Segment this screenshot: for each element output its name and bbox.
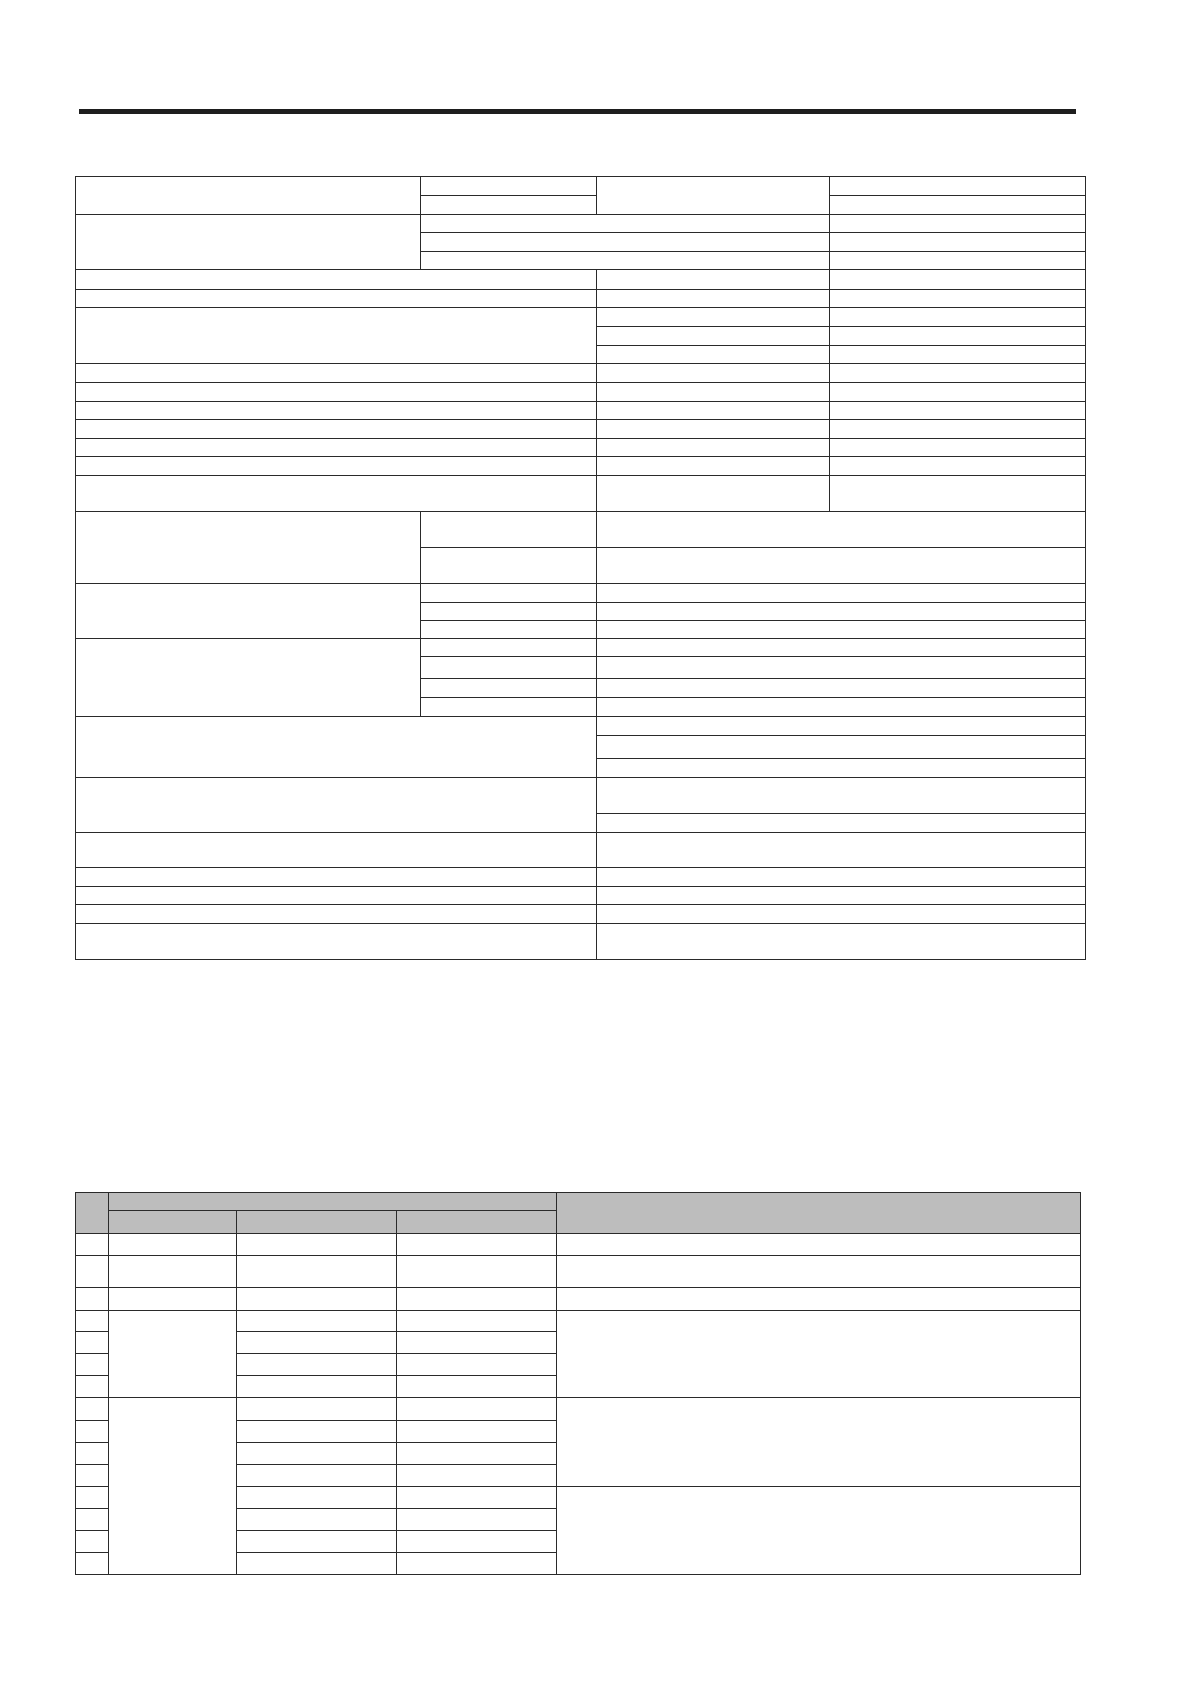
table-cell xyxy=(830,326,1086,345)
table-cell xyxy=(597,923,1086,959)
table-cell xyxy=(830,252,1086,270)
table-cell xyxy=(597,868,1086,887)
table-cell xyxy=(76,177,421,215)
table-cell xyxy=(557,1256,1081,1288)
table-cell xyxy=(397,1354,557,1376)
table-cell xyxy=(76,777,597,832)
table-cell xyxy=(76,1332,109,1354)
table-cell xyxy=(76,1530,109,1552)
table-row xyxy=(76,307,1086,326)
table-header-cell xyxy=(557,1193,1081,1234)
table-cell xyxy=(597,603,1086,621)
table-row xyxy=(76,363,1086,382)
table-cell xyxy=(597,270,830,289)
table-cell xyxy=(237,1420,397,1442)
table-cell xyxy=(597,345,830,363)
table-cell xyxy=(76,439,597,457)
table-cell xyxy=(76,382,597,401)
table-row xyxy=(76,177,1086,196)
table-cell xyxy=(597,420,830,439)
table-cell xyxy=(237,1354,397,1376)
table-cell xyxy=(597,735,1086,758)
table-cell xyxy=(76,833,597,868)
table-cell xyxy=(76,511,421,583)
table-cell xyxy=(76,270,597,289)
table-row xyxy=(76,868,1086,887)
table-cell xyxy=(76,1420,109,1442)
table-row xyxy=(76,1288,1081,1311)
table-cell xyxy=(597,777,1086,813)
table-cell xyxy=(397,1530,557,1552)
table-header-cell xyxy=(109,1211,237,1234)
table-row xyxy=(76,905,1086,923)
table-cell xyxy=(237,1311,397,1332)
table-row xyxy=(76,511,1086,547)
table-cell xyxy=(76,868,597,887)
table-cell xyxy=(397,1486,557,1508)
table-cell xyxy=(597,657,1086,679)
table-cell xyxy=(830,457,1086,476)
table-cell xyxy=(597,382,830,401)
table-cell xyxy=(421,252,830,270)
table-cell xyxy=(397,1376,557,1398)
table-cell xyxy=(76,307,597,363)
table-cell xyxy=(76,1464,109,1486)
table-cell xyxy=(421,177,597,196)
table-cell xyxy=(557,1398,1081,1486)
table-row xyxy=(76,457,1086,476)
table-cell xyxy=(597,402,830,420)
table-header-cell xyxy=(237,1211,397,1234)
header-rule xyxy=(79,109,1076,114)
table-row xyxy=(76,639,1086,657)
table-cell xyxy=(397,1311,557,1332)
table-header-cell xyxy=(76,1193,109,1234)
table-cell xyxy=(237,1234,397,1256)
table-cell xyxy=(830,270,1086,289)
table-cell xyxy=(397,1464,557,1486)
table-cell xyxy=(830,382,1086,401)
table-cell xyxy=(830,363,1086,382)
specification-table xyxy=(75,176,1086,960)
table-cell xyxy=(76,1376,109,1398)
table-cell xyxy=(557,1311,1081,1398)
table-cell xyxy=(421,215,830,233)
table-cell xyxy=(109,1288,237,1311)
table-row xyxy=(76,402,1086,420)
table-cell xyxy=(421,583,597,602)
table-cell xyxy=(397,1420,557,1442)
table-row xyxy=(76,923,1086,959)
table-row xyxy=(76,439,1086,457)
table-cell xyxy=(237,1442,397,1464)
table-header-row xyxy=(76,1193,1081,1211)
table-cell xyxy=(557,1234,1081,1256)
table-cell xyxy=(557,1288,1081,1311)
table-cell xyxy=(597,547,1086,583)
table-cell xyxy=(597,905,1086,923)
table-cell xyxy=(76,1256,109,1288)
table-cell xyxy=(109,1234,237,1256)
table-cell xyxy=(830,215,1086,233)
table-cell xyxy=(237,1288,397,1311)
table-cell xyxy=(597,698,1086,716)
table-cell xyxy=(421,639,597,657)
table-cell xyxy=(597,457,830,476)
table-cell xyxy=(830,307,1086,326)
table-cell xyxy=(76,215,421,270)
table-cell xyxy=(76,1288,109,1311)
table-cell xyxy=(830,177,1086,196)
table-cell xyxy=(830,345,1086,363)
table-row xyxy=(76,887,1086,905)
table-cell xyxy=(109,1256,237,1288)
table-cell xyxy=(109,1311,237,1398)
bottom-table xyxy=(75,1192,1081,1575)
table-cell xyxy=(76,1311,109,1332)
table-row xyxy=(76,289,1086,307)
table-cell xyxy=(421,621,597,639)
table-cell xyxy=(597,177,830,215)
table-cell xyxy=(597,326,830,345)
table-cell xyxy=(421,511,597,547)
table-cell xyxy=(76,923,597,959)
table-cell xyxy=(76,905,597,923)
table-row xyxy=(76,382,1086,401)
table-row xyxy=(76,1256,1081,1288)
table-cell xyxy=(830,420,1086,439)
table-cell xyxy=(421,196,597,215)
table-row xyxy=(76,1311,1081,1332)
table-cell xyxy=(830,402,1086,420)
table-cell xyxy=(76,1234,109,1256)
table-row xyxy=(76,583,1086,602)
table-cell xyxy=(597,716,1086,735)
table-cell xyxy=(76,716,597,777)
table-cell xyxy=(830,233,1086,252)
table-cell xyxy=(76,476,597,511)
table-cell xyxy=(397,1288,557,1311)
table-cell xyxy=(597,307,830,326)
table-cell xyxy=(421,233,830,252)
table-cell xyxy=(76,457,597,476)
table-cell xyxy=(597,363,830,382)
table-row xyxy=(76,833,1086,868)
table-cell xyxy=(109,1398,237,1575)
table-cell xyxy=(421,603,597,621)
table-cell xyxy=(76,583,421,638)
table-cell xyxy=(597,439,830,457)
table-cell xyxy=(76,1486,109,1508)
table-cell xyxy=(397,1256,557,1288)
table-cell xyxy=(237,1464,397,1486)
table-cell xyxy=(237,1332,397,1354)
table-cell xyxy=(76,402,597,420)
table-cell xyxy=(597,758,1086,777)
table-cell xyxy=(830,196,1086,215)
table-cell xyxy=(597,583,1086,602)
table-cell xyxy=(76,887,597,905)
table-cell xyxy=(237,1398,397,1420)
table-cell xyxy=(421,657,597,679)
table-cell xyxy=(597,289,830,307)
table-row xyxy=(76,420,1086,439)
table-cell xyxy=(397,1508,557,1530)
table-cell xyxy=(557,1486,1081,1574)
table-cell xyxy=(76,289,597,307)
table-row xyxy=(76,1234,1081,1256)
table-cell xyxy=(76,1508,109,1530)
table-cell xyxy=(397,1398,557,1420)
table-cell xyxy=(597,833,1086,868)
table-row xyxy=(76,716,1086,735)
table-cell xyxy=(237,1552,397,1574)
table-cell xyxy=(830,439,1086,457)
table-cell xyxy=(597,679,1086,698)
table-cell xyxy=(76,1398,109,1420)
table-row xyxy=(76,215,1086,233)
table-cell xyxy=(597,476,830,511)
table-cell xyxy=(597,621,1086,639)
table-cell xyxy=(397,1234,557,1256)
table-cell xyxy=(76,363,597,382)
table-cell xyxy=(237,1256,397,1288)
table-cell xyxy=(421,698,597,716)
table-cell xyxy=(237,1486,397,1508)
table-cell xyxy=(597,511,1086,547)
table-cell xyxy=(237,1508,397,1530)
table-cell xyxy=(397,1332,557,1354)
table-cell xyxy=(237,1376,397,1398)
table-cell xyxy=(597,639,1086,657)
table-cell xyxy=(397,1442,557,1464)
table-cell xyxy=(421,547,597,583)
table-cell xyxy=(76,639,421,716)
table-header-cell xyxy=(109,1193,557,1211)
table-row xyxy=(76,476,1086,511)
table-cell xyxy=(76,1354,109,1376)
table-cell xyxy=(76,420,597,439)
table-cell xyxy=(76,1442,109,1464)
table-cell xyxy=(597,887,1086,905)
table-cell xyxy=(397,1552,557,1574)
table-cell xyxy=(830,289,1086,307)
table-row xyxy=(76,1398,1081,1420)
table-cell xyxy=(237,1530,397,1552)
table-cell xyxy=(830,476,1086,511)
table-header-cell xyxy=(397,1211,557,1234)
table-cell xyxy=(597,814,1086,833)
table-cell xyxy=(76,1552,109,1574)
table-cell xyxy=(421,679,597,698)
table-row xyxy=(76,270,1086,289)
table-row xyxy=(76,777,1086,813)
